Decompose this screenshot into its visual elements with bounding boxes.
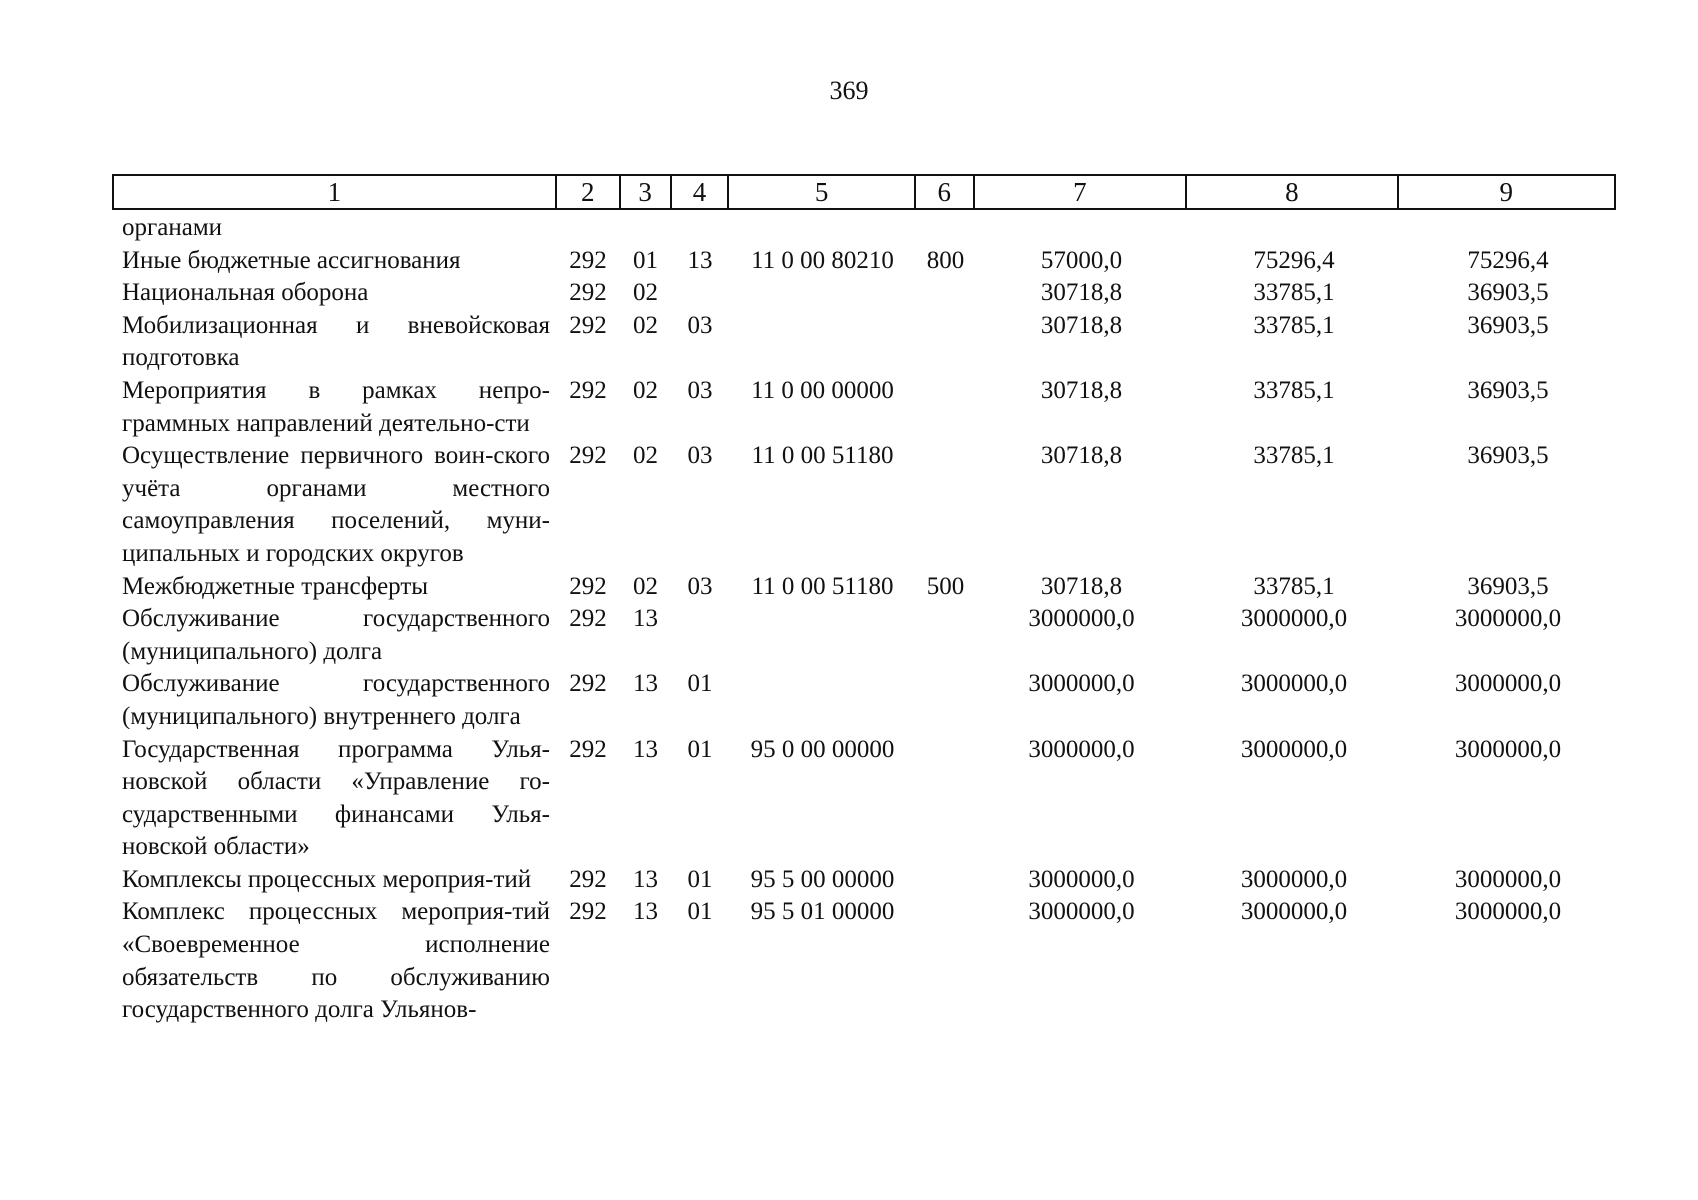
- cell-col-3: 13: [633, 865, 658, 893]
- header-col-5: 5: [729, 176, 916, 208]
- cell-name: Национальная оборона: [122, 279, 369, 307]
- cell-col-7: 3000000,0: [1028, 898, 1135, 926]
- cell-col-7: 3000000,0: [1028, 670, 1135, 698]
- cell-col-6: [916, 375, 975, 440]
- cell-col-2: 292: [569, 442, 607, 470]
- cell-col-9: 3000000,0: [1454, 898, 1562, 926]
- cell-col-6: [916, 864, 975, 897]
- cell-col-6: [916, 603, 975, 668]
- header-col-7: 7: [975, 176, 1187, 208]
- cell-col-6: [916, 440, 975, 570]
- cell-name: Мобилизационная и вневойсковая подготовка: [122, 311, 550, 372]
- table-row: [112, 864, 1616, 897]
- cell-col-5: 11 0 00 51180: [751, 442, 894, 470]
- table-row: [112, 245, 1616, 278]
- cell-name: Государственная программа Улья-новской области «Управление го-сударственными финансами Улья-новской области»: [122, 735, 550, 861]
- cell-name: Обслуживание государственного (муниципального) внутреннего долга: [122, 670, 550, 730]
- table-row: [112, 310, 1616, 375]
- table-row: [112, 896, 1616, 1026]
- cell-col-6: [916, 310, 975, 375]
- cell-col-4: 01: [687, 735, 713, 763]
- cell-col-4: 01: [687, 898, 713, 926]
- cell-col-4: 01: [687, 670, 713, 698]
- table-row: [112, 277, 1616, 310]
- cell-col-7: 30718,8: [1040, 279, 1123, 307]
- cell-col-4: 13: [687, 246, 713, 274]
- cell-col-4: [671, 277, 729, 310]
- cell-col-8: 33785,1: [1253, 376, 1335, 404]
- cell-col-9: 75296,4: [1467, 246, 1549, 274]
- cell-col-4: [671, 212, 729, 245]
- cell-col-8: 3000000,0: [1240, 865, 1348, 893]
- header-col-8: 8: [1187, 176, 1398, 208]
- cell-col-2: 292: [569, 376, 607, 404]
- cell-col-4: 03: [687, 311, 713, 339]
- cell-name: Мероприятия в рамках непро-граммных направлений деятельно-сти: [122, 376, 550, 437]
- header-col-9: 9: [1499, 177, 1514, 207]
- cell-col-4: [671, 603, 729, 668]
- table-row: [112, 440, 1616, 570]
- cell-name: Комплекс процессных мероприя-тий «Своевременное исполнение обязательств по обслуживанию государственного долга Ульянов-: [122, 898, 550, 1024]
- cell-name: органами: [122, 214, 223, 241]
- cell-name: Иные бюджетные ассигнования: [122, 246, 461, 274]
- table-row: [112, 603, 1616, 668]
- cell-col-2: 292: [569, 605, 607, 633]
- cell-col-2: 292: [569, 898, 607, 926]
- cell-col-7: 30718,8: [1040, 376, 1123, 404]
- cell-col-5: [729, 212, 916, 245]
- cell-col-7: 57000,0: [1040, 246, 1123, 274]
- cell-col-8: [1188, 212, 1400, 245]
- cell-col-8: 3000000,0: [1240, 735, 1348, 763]
- cell-col-6: [916, 212, 975, 245]
- cell-col-4: 01: [687, 865, 713, 893]
- cell-col-9: 3000000,0: [1454, 670, 1562, 698]
- header-col-3: 3: [621, 176, 672, 208]
- cell-col-7: 3000000,0: [1028, 735, 1135, 763]
- cell-name: Осуществление первичного воин-ского учёта органами местного самоуправления поселений, муни-ципальных и городских округов: [122, 442, 550, 567]
- cell-col-7: 3000000,0: [1028, 865, 1135, 893]
- cell-col-3: 13: [633, 670, 658, 698]
- cell-col-3: 13: [633, 898, 658, 926]
- table-row: [112, 375, 1616, 440]
- cell-col-8: 3000000,0: [1240, 898, 1348, 926]
- cell-col-2: 292: [569, 246, 607, 274]
- cell-col-6: 500: [926, 572, 965, 600]
- cell-col-5: 11 0 00 51180: [751, 572, 894, 600]
- cell-col-5: 11 0 00 80210: [751, 246, 894, 274]
- cell-col-6: [916, 734, 975, 864]
- cell-col-7: 30718,8: [1040, 311, 1123, 339]
- cell-col-7: 30718,8: [1040, 442, 1123, 470]
- cell-col-6: [916, 277, 975, 310]
- cell-col-5: 11 0 00 00000: [751, 376, 894, 404]
- cell-col-6: 800: [926, 246, 965, 274]
- cell-name: Обслуживание государственного (муниципального) долга: [122, 605, 550, 665]
- cell-col-3: 02: [633, 376, 658, 404]
- cell-col-8: 33785,1: [1253, 572, 1335, 600]
- cell-col-5: 95 5 01 00000: [750, 898, 895, 926]
- cell-name: Межбюджетные трансферты: [122, 572, 429, 600]
- cell-col-2: 292: [569, 311, 607, 339]
- cell-col-2: 292: [569, 279, 607, 307]
- cell-col-9: 36903,5: [1467, 572, 1549, 600]
- cell-col-2: 292: [569, 865, 607, 893]
- cell-col-2: 292: [569, 735, 607, 763]
- cell-col-5: [729, 277, 916, 310]
- cell-col-3: 02: [633, 572, 658, 600]
- table-header-row: [112, 174, 1616, 210]
- cell-col-5: [729, 668, 916, 733]
- cell-col-2: 292: [569, 572, 607, 600]
- cell-col-3: 02: [633, 279, 658, 307]
- cell-col-9: 36903,5: [1467, 311, 1549, 339]
- cell-col-7: [975, 212, 1188, 245]
- cell-col-3: [620, 212, 671, 245]
- cell-col-5: [729, 603, 916, 668]
- cell-col-3: 01: [633, 246, 658, 274]
- cell-col-8: 3000000,0: [1240, 670, 1348, 698]
- cell-col-7: 30718,8: [1040, 572, 1123, 600]
- cell-col-9: 36903,5: [1467, 376, 1549, 404]
- cell-col-9: [1400, 212, 1616, 245]
- cell-col-7: 3000000,0: [1028, 605, 1135, 633]
- cell-col-4: 03: [687, 376, 713, 404]
- cell-col-3: 02: [633, 311, 658, 339]
- cell-col-5: 95 5 00 00000: [750, 865, 895, 893]
- cell-col-8: 33785,1: [1253, 279, 1335, 307]
- page-number: 369: [829, 76, 869, 105]
- cell-col-6: [916, 668, 975, 733]
- table-body: [112, 212, 1616, 1027]
- table-row: [112, 212, 1616, 245]
- cell-col-2: [556, 212, 620, 245]
- cell-name: Комплексы процессных мероприя-тий: [122, 865, 532, 893]
- cell-col-3: 02: [633, 442, 658, 470]
- cell-col-3: 13: [633, 605, 658, 633]
- cell-col-6: [916, 896, 975, 1026]
- cell-col-5: 95 0 00 00000: [750, 735, 895, 763]
- cell-col-8: 3000000,0: [1240, 605, 1348, 633]
- table-row: [112, 734, 1616, 864]
- header-col-1: 1: [114, 176, 557, 208]
- header-col-2: 2: [557, 176, 621, 208]
- cell-col-9: 36903,5: [1467, 279, 1549, 307]
- cell-col-9: 36903,5: [1467, 442, 1549, 470]
- cell-col-3: 13: [633, 735, 658, 763]
- cell-col-9: 3000000,0: [1454, 735, 1562, 763]
- cell-col-9: 3000000,0: [1454, 865, 1562, 893]
- header-col-6: 6: [916, 176, 975, 208]
- cell-col-8: 33785,1: [1253, 311, 1335, 339]
- cell-col-9: 3000000,0: [1454, 605, 1562, 633]
- cell-col-4: 03: [687, 442, 713, 470]
- cell-col-8: 75296,4: [1253, 246, 1335, 274]
- table-row: [112, 668, 1616, 733]
- cell-col-4: 03: [687, 572, 713, 600]
- cell-col-2: 292: [569, 670, 607, 698]
- cell-col-5: [729, 310, 916, 375]
- cell-col-8: 33785,1: [1253, 442, 1335, 470]
- header-col-4: 4: [672, 176, 730, 208]
- table-row: [112, 571, 1616, 604]
